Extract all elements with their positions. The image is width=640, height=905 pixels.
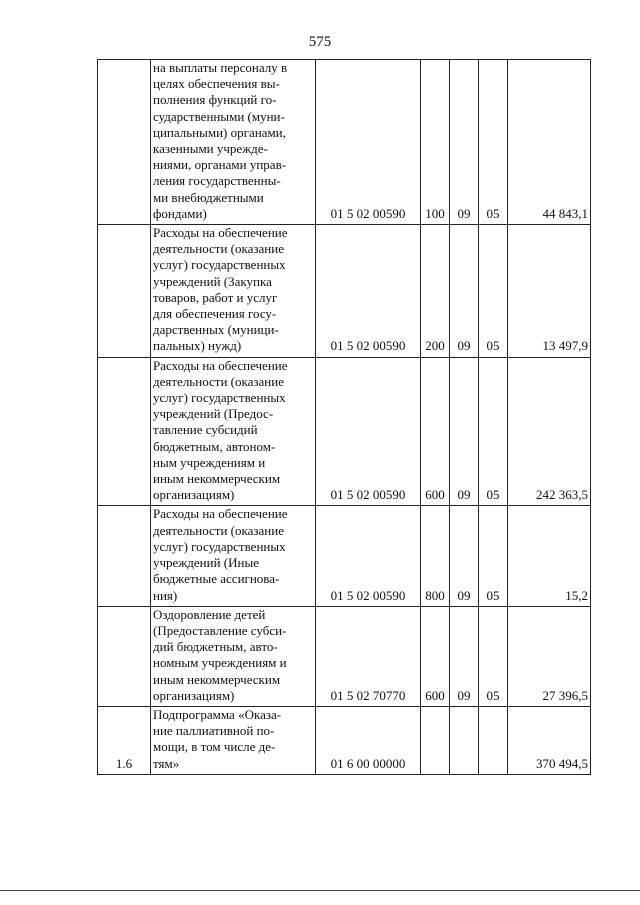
table-row — [98, 357, 591, 506]
target-article-code-cell: 01 5 02 00590 — [316, 225, 421, 358]
row-name-line: Подпрограмма «Оказа- — [153, 706, 282, 722]
row-name-line: ниями, органами управ- — [153, 157, 287, 173]
table-row — [98, 506, 591, 606]
row-name-line: целях обеспечения вы- — [153, 76, 280, 92]
row-name-line: фондами) — [153, 205, 207, 221]
page-number: 575 — [308, 34, 332, 50]
row-name-line: мощи, в том числе де- — [153, 739, 276, 755]
row-name-line: тям» — [153, 755, 180, 771]
row-name-line: организациям) — [153, 687, 235, 703]
row-name-line: учреждений (Предос- — [153, 406, 274, 422]
amount-cell: 370 494,5 — [508, 706, 591, 774]
row-name-line: организациям) — [153, 487, 235, 503]
expense-type-cell: 100 — [421, 60, 450, 225]
section-cell: 09 — [450, 606, 479, 706]
expense-type-cell: 800 — [421, 506, 450, 606]
row-name-line: тавление субсидий — [153, 422, 258, 438]
row-name-line: иным некоммерческим — [153, 471, 281, 487]
row-name-line: учреждений (Закупка — [153, 273, 272, 289]
target-article-code-cell: 01 5 02 70770 — [316, 606, 421, 706]
row-name-cell — [151, 60, 316, 225]
row-name-cell — [151, 506, 316, 606]
row-name-cell — [151, 357, 316, 506]
row-name-line: иным некоммерческим — [153, 671, 281, 687]
row-name-line: деятельности (оказание — [153, 241, 284, 257]
row-name-line: услуг) государственных — [153, 390, 286, 406]
row-name-line: ным учреждениям и — [153, 454, 266, 470]
subsection-cell: 05 — [479, 225, 508, 358]
row-name-cell — [151, 225, 316, 358]
row-name-line: услуг) государственных — [153, 538, 286, 554]
table-row — [98, 606, 591, 706]
amount-cell: 15,2 — [508, 506, 591, 606]
expense-type-cell: 600 — [421, 606, 450, 706]
row-name-line: учреждений (Иные — [153, 555, 259, 571]
row-number-cell — [98, 357, 151, 506]
table-body — [98, 60, 591, 775]
row-name-line: дий бюджетным, авто- — [153, 639, 278, 655]
budget-table — [97, 59, 591, 775]
row-name-cell — [151, 706, 316, 774]
row-name-line: ние паллиативной по- — [153, 723, 275, 739]
footer-rule — [0, 890, 640, 891]
row-name-cell — [151, 606, 316, 706]
expense-type-cell — [421, 706, 450, 774]
row-name-line: на выплаты персоналу в — [153, 60, 288, 75]
target-article-code-cell: 01 6 00 00000 — [316, 706, 421, 774]
row-name-line: Оздоровление детей — [153, 606, 266, 622]
row-name-line: товаров, работ и услуг — [153, 289, 278, 305]
row-name-line: сударственными (муни- — [153, 108, 285, 124]
row-name-line: ния) — [153, 587, 178, 603]
amount-cell: 13 497,9 — [508, 225, 591, 358]
section-cell — [450, 706, 479, 774]
table-row — [98, 706, 591, 774]
row-number-cell — [98, 225, 151, 358]
row-name-line: деятельности (оказание — [153, 373, 284, 389]
target-article-code-cell: 01 5 02 00590 — [316, 357, 421, 506]
subsection-cell: 05 — [479, 506, 508, 606]
row-name-line: бюджетные ассигнова- — [153, 571, 280, 587]
row-name-line: дарственных (муници- — [153, 322, 279, 338]
target-article-code-cell: 01 5 02 00590 — [316, 60, 421, 225]
row-name-line: ми внебюджетными — [153, 189, 264, 205]
row-name-line: бюджетным, автоном- — [153, 438, 276, 454]
row-number-cell — [98, 606, 151, 706]
subsection-cell — [479, 706, 508, 774]
row-name-line: (Предоставление субси- — [153, 622, 287, 638]
table-row — [98, 60, 591, 225]
section-cell: 09 — [450, 506, 479, 606]
expense-type-cell: 600 — [421, 357, 450, 506]
row-name-line: Расходы на обеспечение — [153, 506, 288, 522]
subsection-cell: 05 — [479, 357, 508, 506]
subsection-cell: 05 — [479, 606, 508, 706]
row-name-line: номным учреждениям и — [153, 655, 287, 671]
row-number-cell: 1.6 — [98, 706, 151, 774]
expense-type-cell: 200 — [421, 225, 450, 358]
subsection-cell: 05 — [479, 60, 508, 225]
amount-cell: 44 843,1 — [508, 60, 591, 225]
row-name-line: ципальными) органами, — [153, 124, 286, 140]
row-number-cell — [98, 60, 151, 225]
section-cell: 09 — [450, 225, 479, 358]
table-row — [98, 225, 591, 358]
row-name-line: ления государственны- — [153, 173, 281, 189]
row-name-line: для обеспечения госу- — [153, 306, 277, 322]
row-name-line: Расходы на обеспечение — [153, 225, 288, 241]
target-article-code-cell: 01 5 02 00590 — [316, 506, 421, 606]
row-name-line: пальных) нужд) — [153, 338, 242, 354]
row-number-cell — [98, 506, 151, 606]
row-name-line: полнения функций го- — [153, 92, 277, 108]
amount-cell: 27 396,5 — [508, 606, 591, 706]
row-name-line: услуг) государственных — [153, 257, 286, 273]
row-name-line: Расходы на обеспечение — [153, 357, 288, 373]
amount-cell: 242 363,5 — [508, 357, 591, 506]
row-name-line: деятельности (оказание — [153, 522, 284, 538]
section-cell: 09 — [450, 60, 479, 225]
section-cell: 09 — [450, 357, 479, 506]
row-name-line: казенными учрежде- — [153, 141, 268, 157]
